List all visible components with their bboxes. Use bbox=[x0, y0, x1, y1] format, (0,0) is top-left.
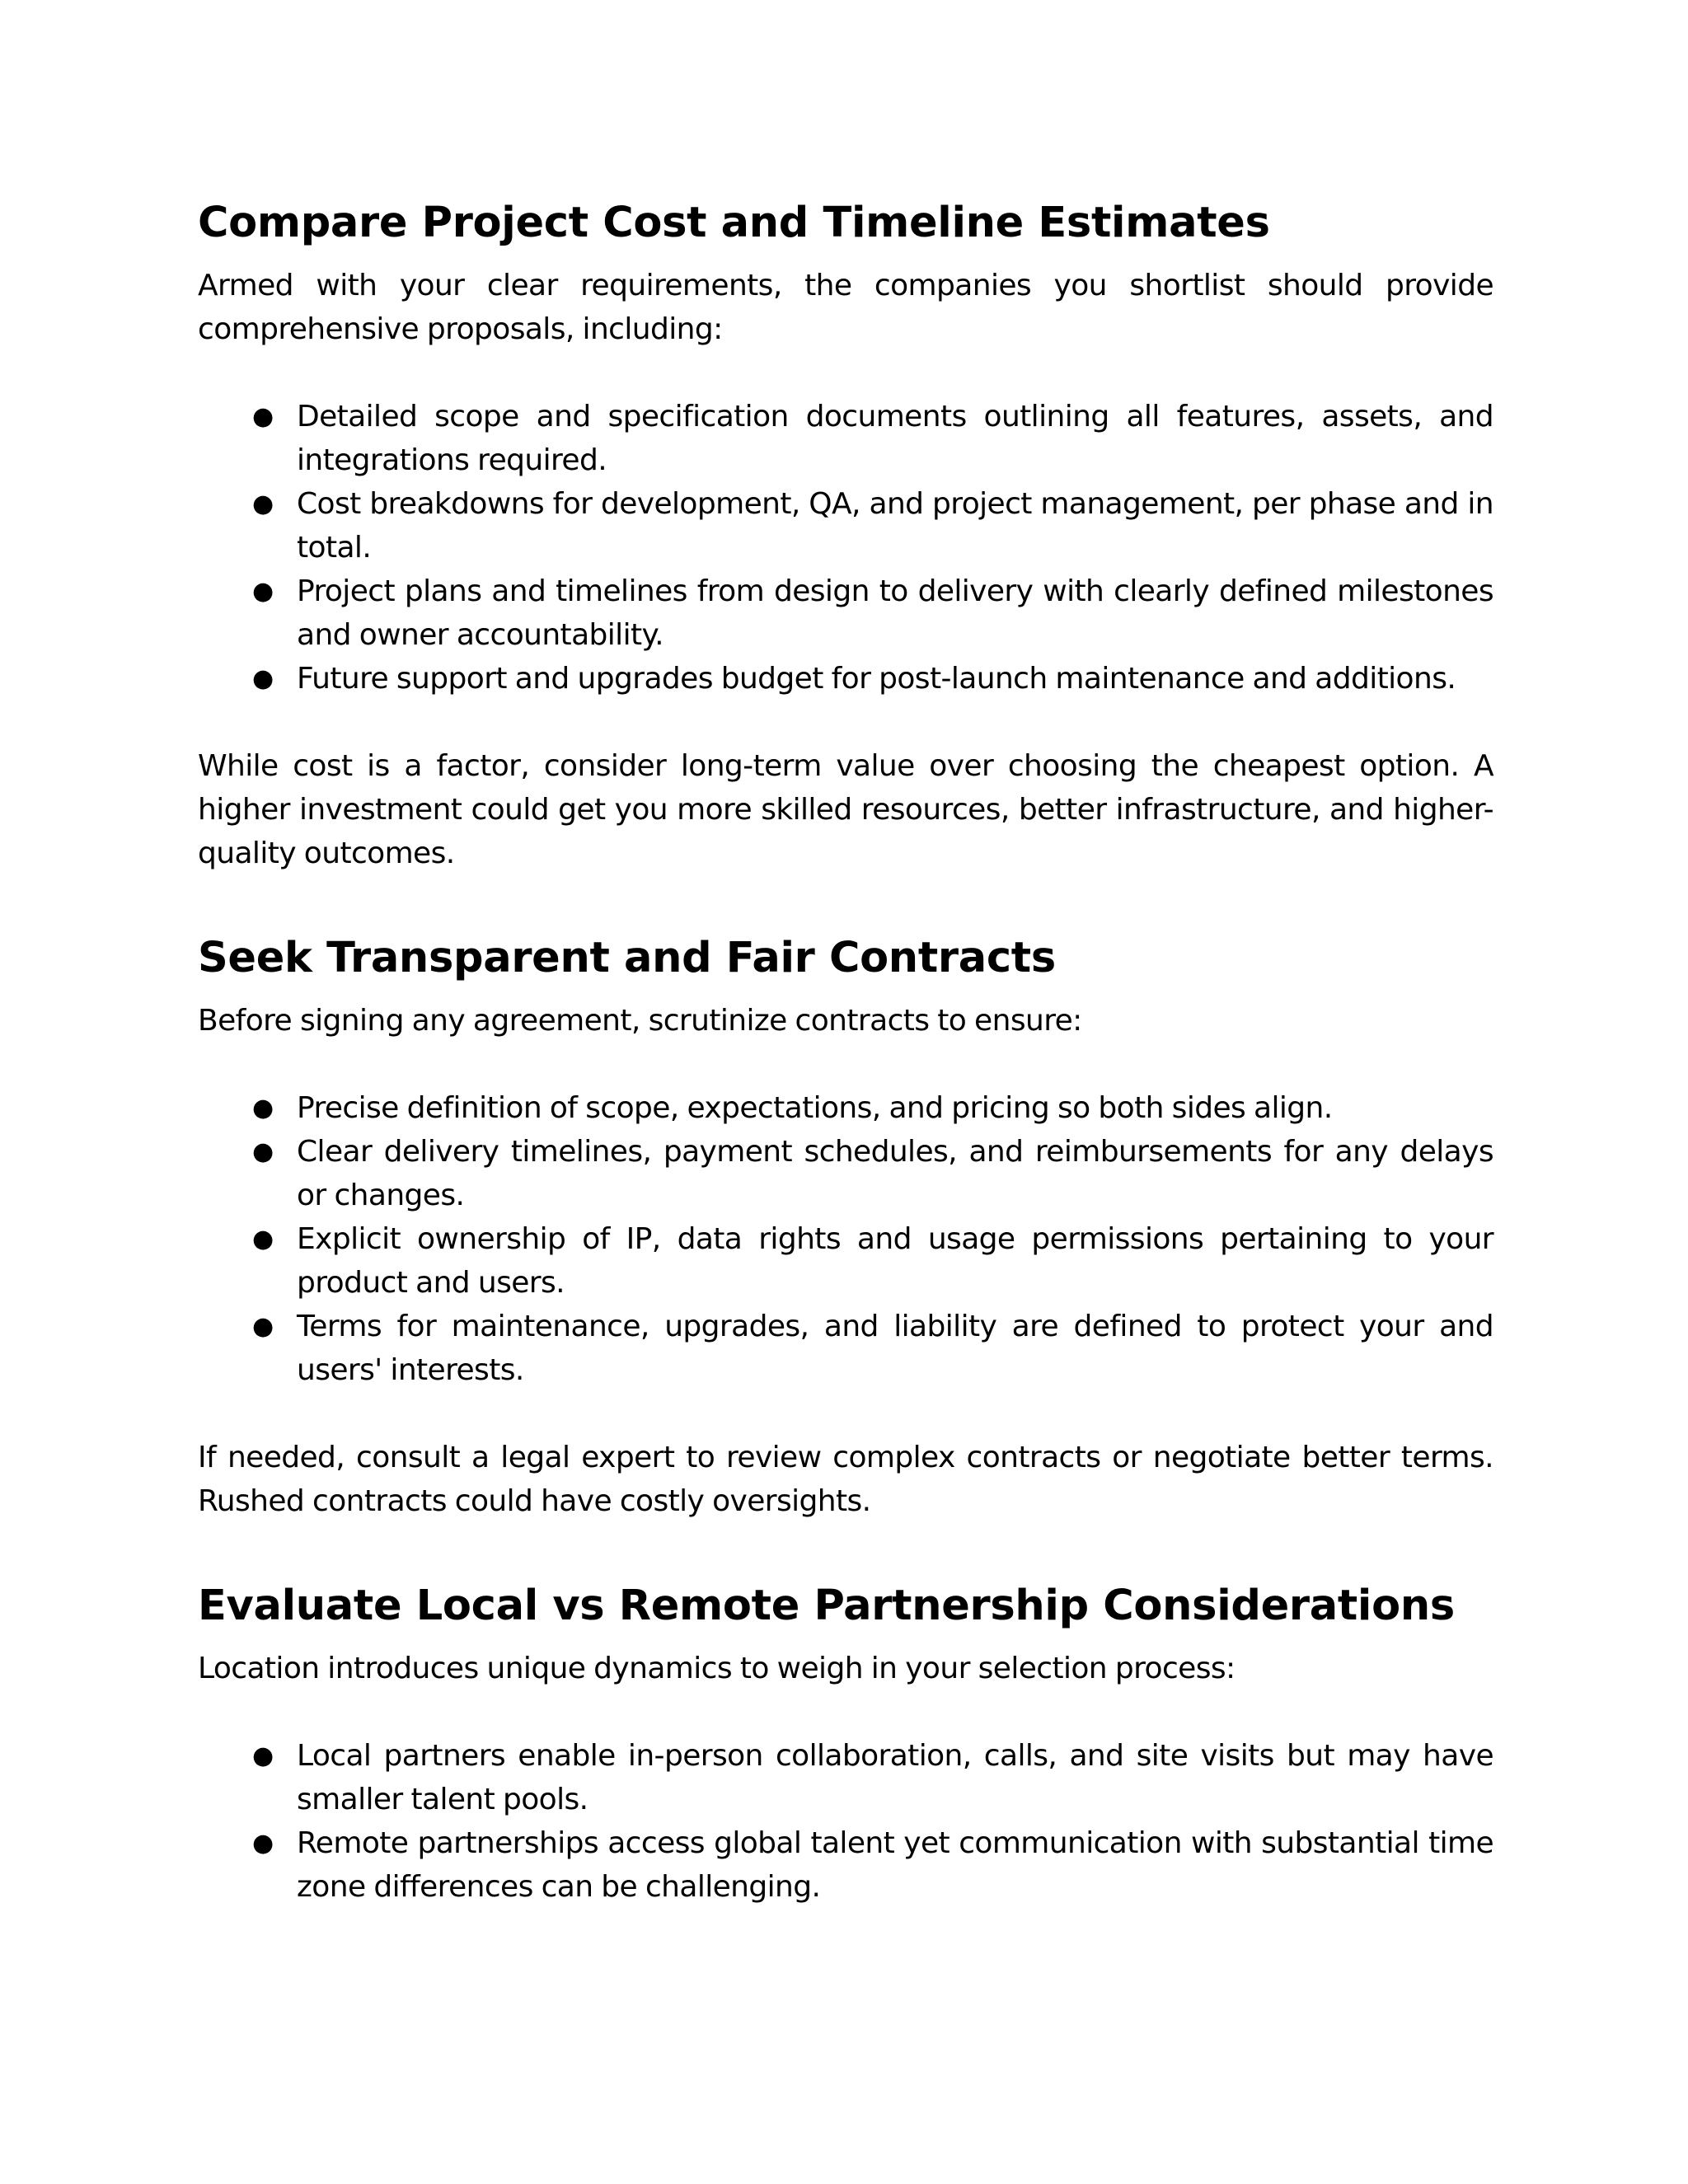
section-intro: Armed with your clear requirements, the companies you shortlist should provide comprehensive proposals, including: bbox=[198, 269, 1493, 346]
bullet-list bbox=[198, 395, 1493, 701]
list-item-text: Terms for maintenance, upgrades, and liability are defined to protect your and users' interests. bbox=[297, 1310, 1493, 1387]
section-intro: Before signing any agreement, scrutinize contracts to ensure: bbox=[198, 1004, 1082, 1038]
list-item bbox=[198, 1305, 1493, 1392]
bullet-icon: ● bbox=[252, 1312, 274, 1341]
list-item-text: Detailed scope and specification documents outlining all features, assets, and integrations required. bbox=[297, 400, 1493, 477]
bullet-icon: ● bbox=[252, 490, 274, 518]
bullet-icon: ● bbox=[252, 1225, 274, 1254]
section-heading: Compare Project Cost and Timeline Estimates bbox=[198, 199, 1270, 247]
list-item-text: Cost breakdowns for development, QA, and project management, per phase and in total. bbox=[297, 487, 1493, 565]
list-item bbox=[198, 1217, 1493, 1305]
bullet-icon: ● bbox=[252, 402, 274, 431]
list-item-text: Local partners enable in-person collaboration, calls, and site visits but may have smaller talent pools. bbox=[297, 1739, 1493, 1816]
section-contracts bbox=[198, 930, 1493, 1523]
bullet-list bbox=[198, 1086, 1493, 1392]
section-closing: While cost is a factor, consider long-term value over choosing the cheapest option. A higher investment could get you more skilled resources, better infrastructure, and higher-quality outcomes. bbox=[198, 749, 1493, 870]
section-closing: If needed, consult a legal expert to review complex contracts or negotiate better terms. Rushed contracts could have costly oversights. bbox=[198, 1441, 1493, 1518]
list-item-text: Project plans and timelines from design to delivery with clearly defined milestones and owner accountability. bbox=[297, 574, 1493, 652]
list-item bbox=[198, 1734, 1493, 1821]
list-item bbox=[198, 1821, 1493, 1909]
list-item-text: Precise definition of scope, expectations, and pricing so both sides align. bbox=[297, 1091, 1333, 1125]
section-local-remote bbox=[198, 1577, 1493, 1909]
list-item bbox=[198, 482, 1493, 569]
list-item-text: Explicit ownership of IP, data rights and usage permissions pertaining to your product and users. bbox=[297, 1222, 1493, 1300]
list-item bbox=[198, 657, 1493, 701]
list-item-text: Remote partnerships access global talent yet communication with substantial time zone differences can be challenging. bbox=[297, 1826, 1493, 1904]
bullet-icon: ● bbox=[252, 1094, 274, 1122]
bullet-icon: ● bbox=[252, 1741, 274, 1770]
bullet-icon: ● bbox=[252, 1829, 274, 1858]
list-item bbox=[198, 1086, 1493, 1130]
list-item bbox=[198, 395, 1493, 482]
section-heading: Seek Transparent and Fair Contracts bbox=[198, 934, 1056, 982]
bullet-list bbox=[198, 1734, 1493, 1909]
list-item bbox=[198, 1130, 1493, 1217]
list-item-text: Clear delivery timelines, payment schedules, and reimbursements for any delays or changes. bbox=[297, 1135, 1493, 1212]
section-cost-timeline bbox=[198, 194, 1493, 875]
bullet-icon: ● bbox=[252, 664, 274, 693]
document-page bbox=[198, 194, 1493, 1952]
section-intro: Location introduces unique dynamics to weigh in your selection process: bbox=[198, 1652, 1236, 1685]
list-item bbox=[198, 569, 1493, 657]
list-item-text: Future support and upgrades budget for post-launch maintenance and additions. bbox=[297, 662, 1456, 696]
bullet-icon: ● bbox=[252, 577, 274, 606]
bullet-icon: ● bbox=[252, 1137, 274, 1166]
section-heading: Evaluate Local vs Remote Partnership Considerations bbox=[198, 1582, 1455, 1630]
